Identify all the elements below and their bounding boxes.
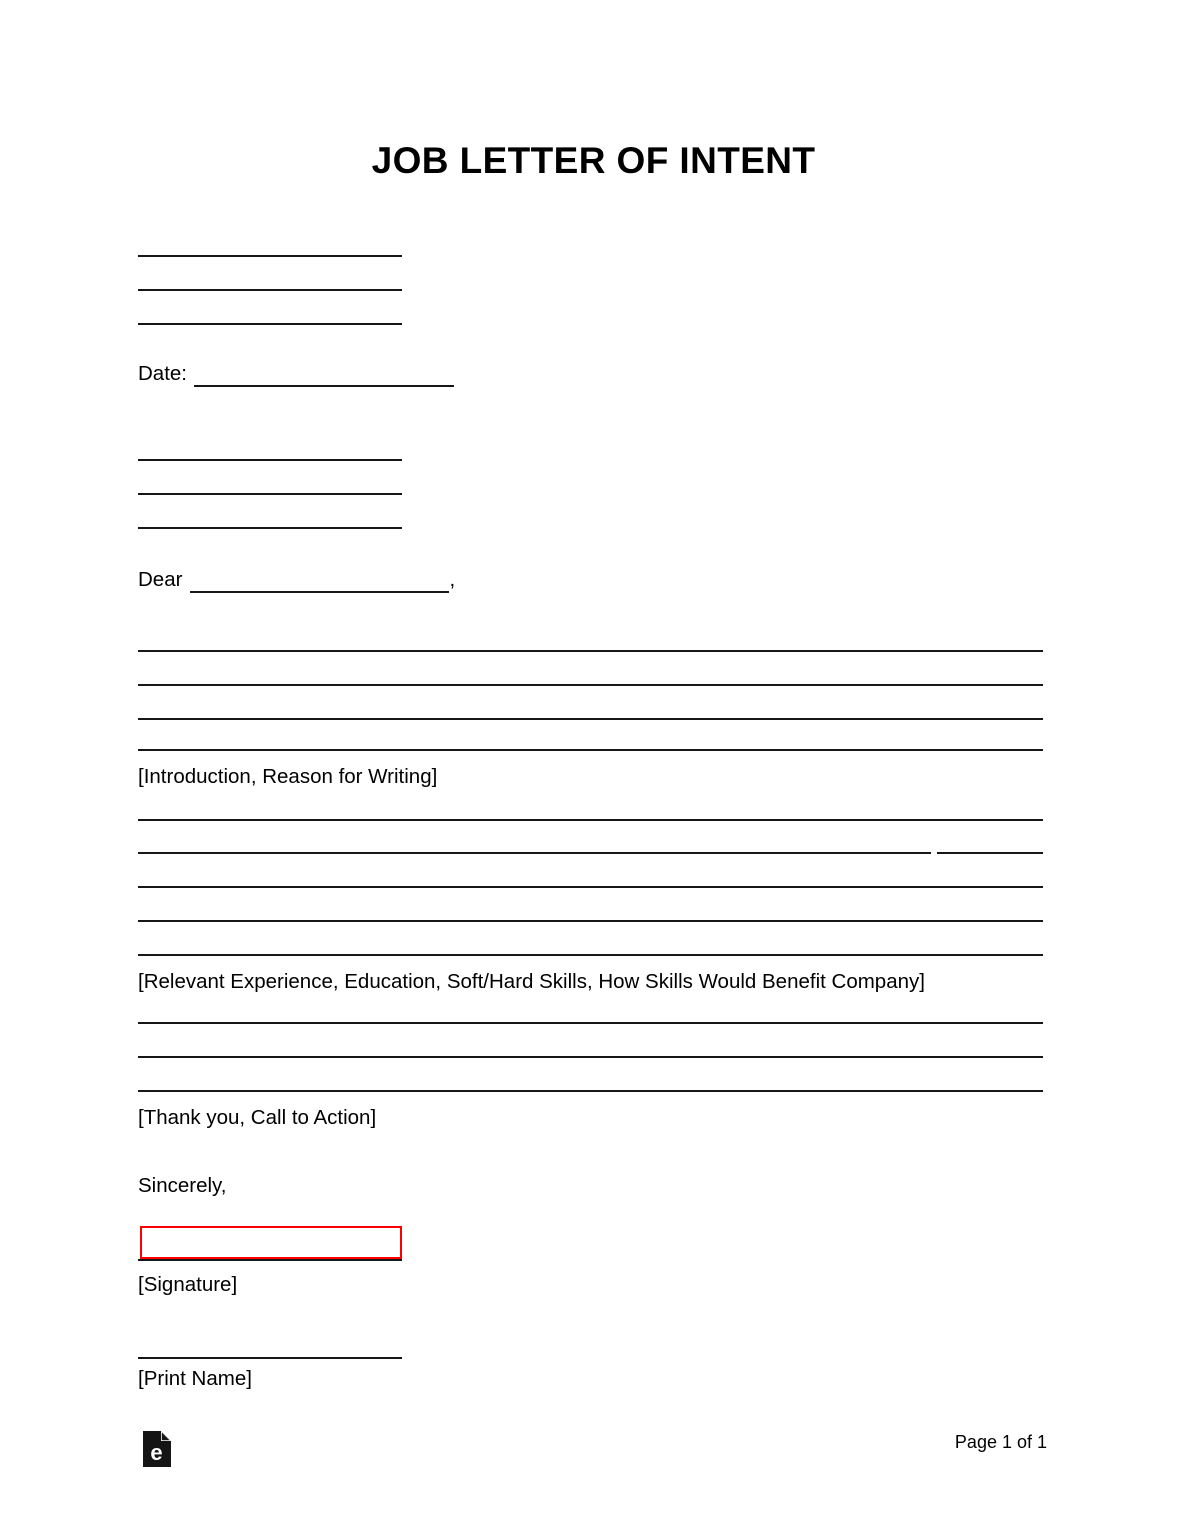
eforms-logo-icon xyxy=(143,1431,171,1467)
salutation-label: Dear xyxy=(138,568,183,591)
recipient-address-line-2[interactable] xyxy=(138,493,402,495)
closing-salutation: Sincerely, xyxy=(138,1174,227,1197)
print-name-line[interactable] xyxy=(138,1357,402,1359)
page-title: JOB LETTER OF INTENT xyxy=(371,140,816,181)
sender-address-line-2[interactable] xyxy=(138,289,402,291)
recipient-address-line-1[interactable] xyxy=(138,459,402,461)
salutation-comma: , xyxy=(449,568,456,591)
date-row xyxy=(138,361,454,387)
sender-address-line-3[interactable] xyxy=(138,323,402,325)
page-number-label: Page 1 of 1 xyxy=(954,1432,1047,1452)
experience-write-line-2a[interactable] xyxy=(138,852,931,854)
closing-write-line-2[interactable] xyxy=(138,1056,1043,1058)
intro-caption: [Introduction, Reason for Writing] xyxy=(138,765,438,788)
salutation-input[interactable] xyxy=(190,572,449,593)
experience-caption: [Relevant Experience, Education, Soft/Hard Skills, How Skills Would Benefit Company] xyxy=(138,970,925,993)
closing-write-line-1[interactable] xyxy=(138,1022,1043,1024)
closing-write-line-3[interactable] xyxy=(138,1090,1043,1092)
experience-write-line-5[interactable] xyxy=(138,954,1043,956)
salutation-row xyxy=(138,567,455,593)
date-input[interactable] xyxy=(194,366,454,387)
experience-write-line-3[interactable] xyxy=(138,886,1043,888)
print-name-caption: [Print Name] xyxy=(138,1367,252,1390)
recipient-address-line-3[interactable] xyxy=(138,527,402,529)
intro-write-line-4[interactable] xyxy=(138,749,1043,751)
signature-line[interactable] xyxy=(138,1259,402,1261)
intro-write-line-1[interactable] xyxy=(138,650,1043,652)
experience-write-line-4[interactable] xyxy=(138,920,1043,922)
date-label: Date: xyxy=(138,362,187,385)
svg-text:e: e xyxy=(150,1440,163,1465)
signature-field[interactable] xyxy=(140,1226,402,1259)
experience-write-line-2b[interactable] xyxy=(937,852,1043,854)
intro-write-line-3[interactable] xyxy=(138,718,1043,720)
signature-caption: [Signature] xyxy=(138,1273,238,1296)
experience-write-line-1[interactable] xyxy=(138,819,1043,821)
closing-caption: [Thank you, Call to Action] xyxy=(138,1106,377,1129)
sender-address-line-1[interactable] xyxy=(138,255,402,257)
intro-write-line-2[interactable] xyxy=(138,684,1043,686)
